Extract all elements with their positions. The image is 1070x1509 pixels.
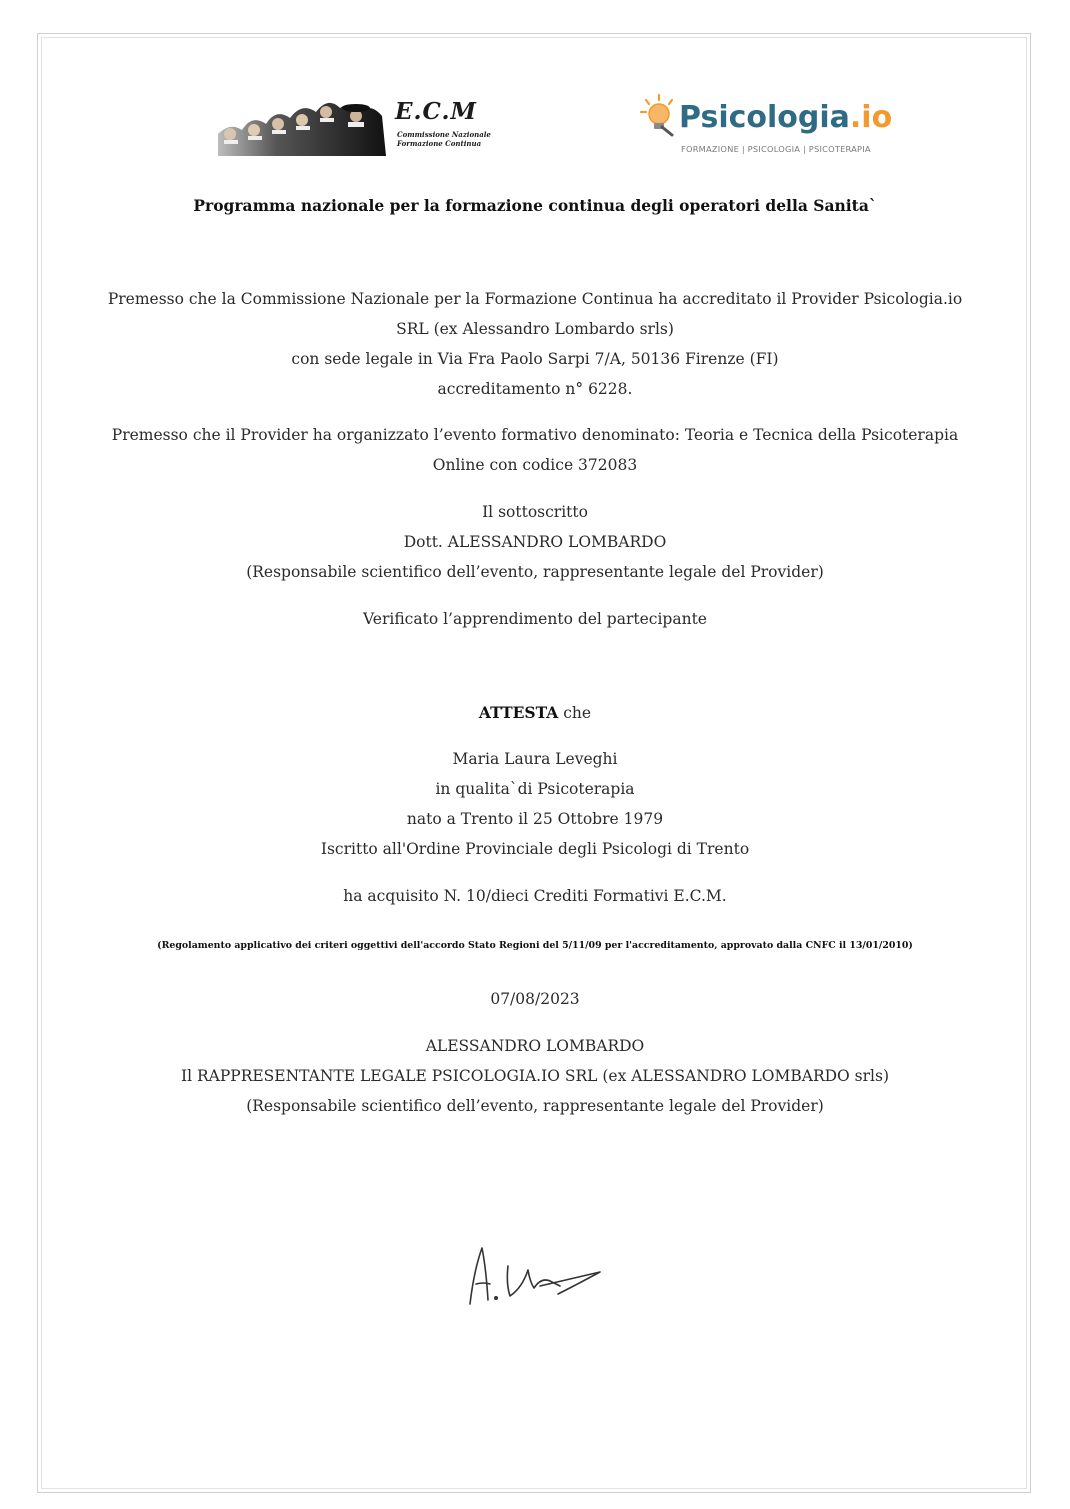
- premise-line: Online con codice 372083: [432, 456, 638, 474]
- ecm-title: E.C.M: [395, 98, 477, 125]
- closing-line: (Responsabile scientifico dell’evento, rappresentante legale del Provider): [246, 1097, 824, 1115]
- psi-tagline: FORMAZIONE | PSICOLOGIA | PSICOTERAPIA: [681, 144, 871, 154]
- closing-line: ALESSANDRO LOMBARDO: [425, 1037, 645, 1055]
- attesta-rest: che: [558, 704, 592, 722]
- verified-statement: [60, 604, 1010, 634]
- date-line: 07/08/2023: [490, 990, 580, 1008]
- participant-line: Iscritto all'Ordine Provinciale degli Psicologi di Trento: [320, 840, 750, 858]
- participant-block: [60, 744, 1010, 864]
- attesta-line: [60, 698, 1010, 728]
- handwritten-signature-icon: [462, 1240, 612, 1312]
- credits-line: ha acquisito N. 10/dieci Crediti Formativi E.C.M.: [343, 887, 727, 905]
- attesta-bold: ATTESTA: [478, 703, 559, 722]
- premise-line: con sede legale in Via Fra Paolo Sarpi 7/A, 50136 Firenze (FI): [291, 350, 779, 368]
- verified-line: Verificato l’apprendimento del partecipante: [363, 610, 707, 628]
- ecm-subtitle: [397, 130, 491, 148]
- premise-line: accreditamento n° 6228.: [437, 380, 633, 398]
- ecm-subtitle-line2: Formazione Continua: [397, 139, 482, 148]
- lightbulb-icon: [638, 93, 680, 137]
- premise-event: [60, 420, 1010, 480]
- participant-line: Maria Laura Leveghi: [452, 750, 618, 768]
- document-title: Programma nazionale per la formazione continua degli operatori della Sanita`: [193, 196, 877, 215]
- credits-statement: [60, 881, 1010, 911]
- regulation-note: (Regolamento applicativo dei criteri oggettivi dell'accordo Stato Regioni del 5/11/09 per l'accreditamento, approvato dalla CNFC il 13/01/2010): [157, 940, 913, 951]
- issue-date: [60, 984, 1010, 1014]
- signatory-line: (Responsabile scientifico dell’evento, rappresentante legale del Provider): [246, 563, 824, 581]
- closing-line: Il RAPPRESENTANTE LEGALE PSICOLOGIA.IO SRL (ex ALESSANDRO LOMBARDO srls): [180, 1067, 890, 1085]
- psi-brand-accent: .io: [849, 100, 893, 135]
- premise-provider: [60, 284, 1010, 404]
- ecm-subtitle-line1: Commissione Nazionale: [397, 130, 491, 139]
- premise-line: Premesso che la Commissione Nazionale per la Formazione Continua ha accreditato il Provider Psicologia.io: [107, 290, 963, 308]
- participant-line: in qualita`di Psicoterapia: [435, 780, 635, 798]
- psi-brand-main: Psicologia: [679, 100, 850, 135]
- signatory-block: [60, 497, 1010, 587]
- psicologia-brand: [679, 100, 892, 135]
- closing-block: [60, 1031, 1010, 1121]
- signatory-line: Dott. ALESSANDRO LOMBARDO: [403, 533, 667, 551]
- premise-line: Premesso che il Provider ha organizzato l’evento formativo denominato: Teoria e Tecnica della Psicoterapia: [111, 426, 959, 444]
- signatory-line: Il sottoscritto: [482, 503, 588, 521]
- premise-line: SRL (ex Alessandro Lombardo srls): [396, 320, 674, 338]
- participant-line: nato a Trento il 25 Ottobre 1979: [406, 810, 664, 828]
